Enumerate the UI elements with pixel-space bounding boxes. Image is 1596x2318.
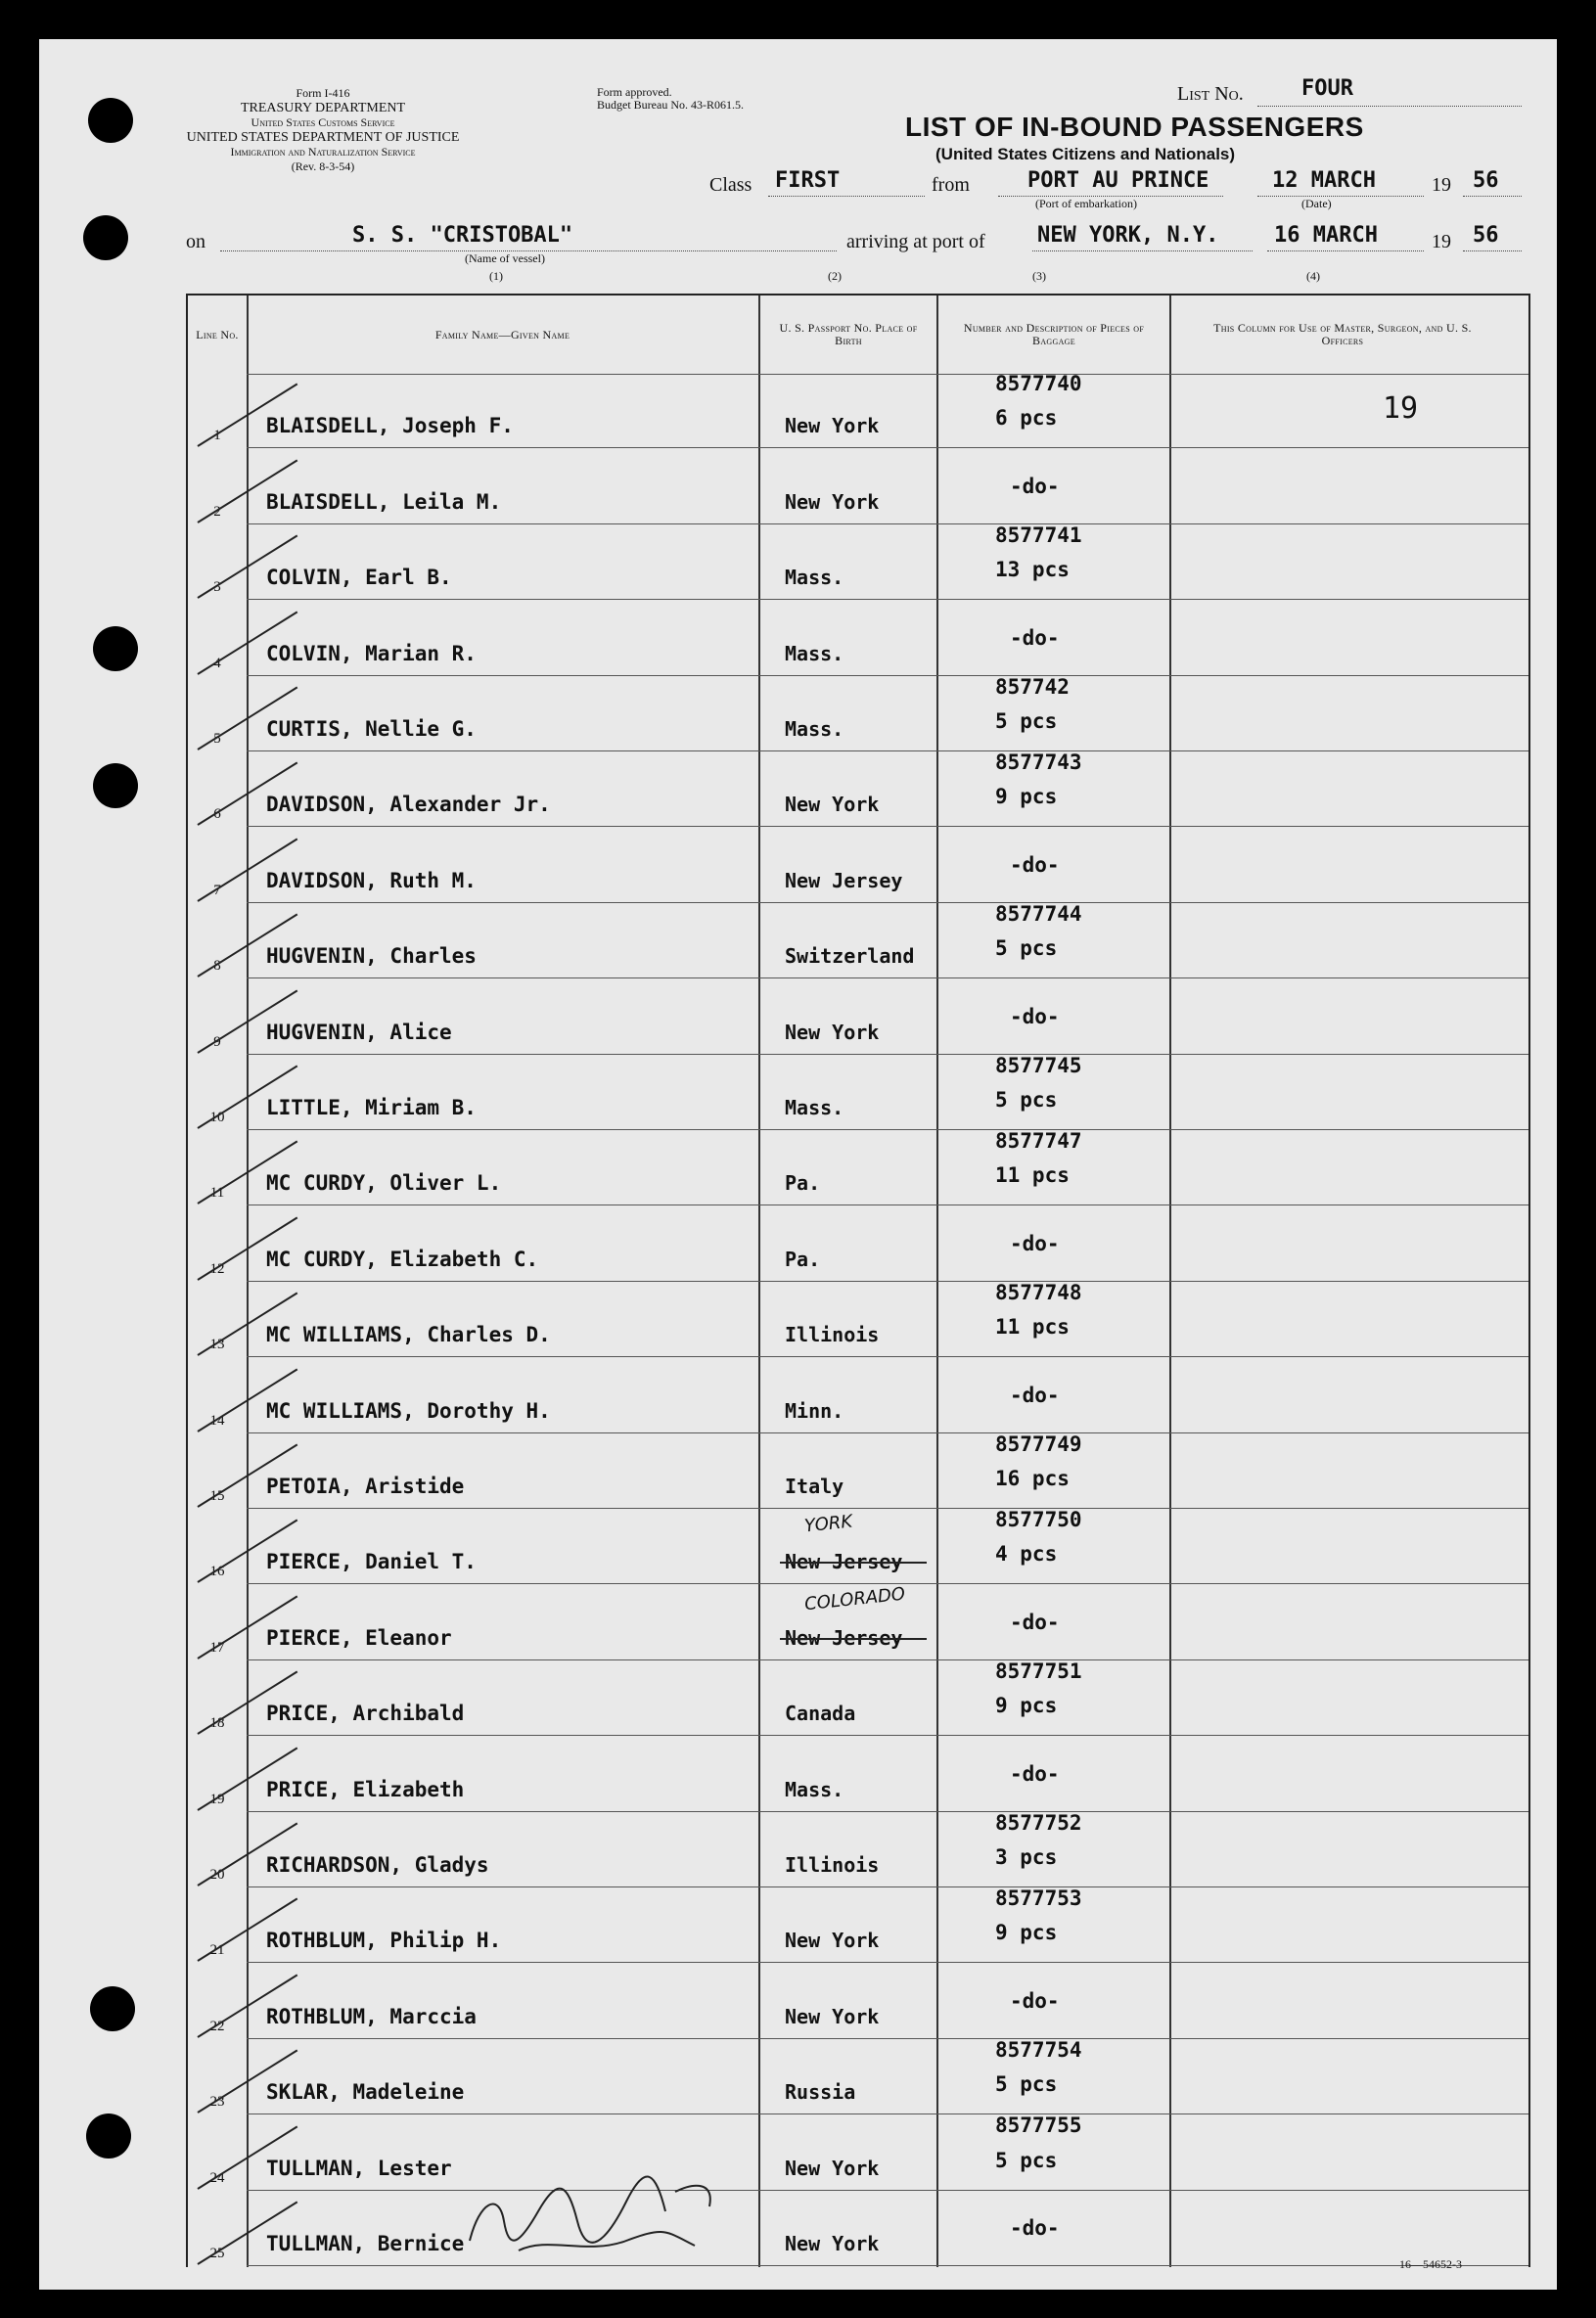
line-number: 8 [213, 958, 221, 975]
page-subtitle: (United States Citizens and Nationals) [935, 145, 1236, 163]
place-of-birth: New York [785, 414, 880, 438]
passenger-name: DAVIDSON, Ruth M. [266, 868, 477, 892]
line-number: 4 [213, 655, 221, 671]
table-row [188, 828, 1528, 903]
place-of-birth: Mass. [785, 1777, 844, 1801]
baggage-pieces: 9 pcs [995, 1921, 1058, 1945]
line-number: 11 [209, 1185, 225, 1202]
place-of-birth: New Jersey [785, 1625, 903, 1650]
date-embarkation: 12 MARCH [1272, 168, 1376, 193]
place-of-birth: Mass. [785, 1095, 844, 1119]
passenger-name: BLAISDELL, Joseph F. [266, 414, 514, 438]
line-number: 5 [213, 730, 221, 747]
row-rule [247, 523, 1528, 524]
baggage-pieces: 4 pcs [995, 1542, 1058, 1567]
col-num-1: (1) [489, 269, 503, 283]
passenger-name: ROTHBLUM, Philip H. [266, 1929, 502, 1953]
line-number: 25 [209, 2245, 225, 2261]
passenger-name: RICHARDSON, Gladys [266, 1852, 489, 1877]
place-of-birth: New Jersey [785, 1550, 903, 1574]
row-rule [247, 1508, 1528, 1509]
row-rule [247, 1659, 1528, 1660]
budget-block [597, 86, 744, 112]
baggage-number: 8577751 [995, 1659, 1082, 1683]
baggage-pieces: 5 pcs [995, 2072, 1058, 2097]
row-rule [247, 2265, 1528, 2266]
date-arrival-underline [1267, 250, 1424, 251]
row-rule [247, 826, 1528, 827]
table-row [188, 374, 1528, 449]
row-rule [247, 2113, 1528, 2114]
place-of-birth: Mass. [785, 566, 844, 590]
baggage-pieces: -do- [1010, 474, 1060, 498]
passenger-name: TULLMAN, Bernice [266, 2231, 465, 2255]
line-number: 18 [209, 1715, 225, 1732]
table-row [188, 1358, 1528, 1433]
form-approved: Form approved. [597, 85, 672, 99]
baggage-number: 8577744 [995, 901, 1082, 926]
place-of-birth: Switzerland [785, 944, 915, 969]
row-rule [247, 1962, 1528, 1963]
row-rule [247, 447, 1528, 448]
line-number: 3 [213, 579, 221, 596]
table-row [188, 1053, 1528, 1131]
punch-hole [93, 763, 138, 808]
place-of-birth: New York [785, 2156, 880, 2180]
place-of-birth: New York [785, 489, 880, 514]
line-number: 19 [209, 1791, 225, 1807]
year-prefix-2: 19 [1432, 231, 1451, 252]
punch-hole [88, 98, 133, 143]
passenger-name: COLVIN, Marian R. [266, 641, 477, 665]
passenger-name: SKLAR, Madeleine [266, 2080, 465, 2105]
row-rule [247, 977, 1528, 978]
ins-service: Immigration and Naturalization Service [230, 145, 416, 159]
table-row [188, 979, 1528, 1055]
place-of-birth: Pa. [785, 1171, 821, 1196]
punch-hole [90, 1986, 135, 2031]
passenger-name: PIERCE, Eleanor [266, 1625, 452, 1650]
line-number: 20 [209, 1866, 225, 1883]
place-of-birth: New Jersey [785, 868, 903, 892]
baggage-number: 8577741 [995, 523, 1082, 547]
baggage-pieces: 13 pcs [995, 558, 1070, 582]
place-of-birth: Canada [785, 1702, 856, 1726]
baggage-pieces: 9 pcs [995, 1694, 1058, 1718]
line-number: 13 [209, 1337, 225, 1353]
handwritten-signature [460, 2153, 773, 2260]
row-rule [247, 1583, 1528, 1584]
header-name: Family Name—Given Name [434, 327, 570, 341]
col-num-2: (2) [828, 269, 842, 283]
baggage-pieces: -do- [1010, 1610, 1060, 1634]
table-row [188, 1585, 1528, 1660]
table-row [188, 752, 1528, 828]
col-num-3: (3) [1032, 269, 1046, 283]
form-header-left [176, 86, 470, 174]
passenger-name: DAVIDSON, Alexander Jr. [266, 793, 551, 817]
place-of-birth: Minn. [785, 1398, 844, 1423]
row-rule [247, 1735, 1528, 1736]
table-row [188, 901, 1528, 979]
row-rule [247, 1356, 1528, 1357]
baggage-pieces: -do- [1010, 2215, 1060, 2240]
year-embark: 56 [1473, 168, 1499, 193]
revision-date: (Rev. 8-3-54) [291, 159, 355, 173]
table-row [188, 601, 1528, 676]
table-row [188, 1964, 1528, 2039]
row-rule [247, 1054, 1528, 1055]
line-number: 2 [213, 503, 221, 520]
place-of-birth: Illinois [785, 1323, 880, 1347]
line-number: 16 [209, 1564, 225, 1580]
punch-hole [83, 215, 128, 260]
treasury-dept: TREASURY DEPARTMENT [240, 101, 406, 115]
baggage-number: 8577754 [995, 2037, 1082, 2062]
row-rule [247, 1811, 1528, 1812]
manifest-page [39, 39, 1557, 2290]
passenger-name: COLVIN, Earl B. [266, 566, 452, 590]
place-of-birth: Mass. [785, 641, 844, 665]
baggage-pieces: -do- [1010, 852, 1060, 877]
baggage-pieces: 11 pcs [995, 1163, 1070, 1188]
passenger-name: HUGVENIN, Alice [266, 1020, 452, 1044]
table-row [188, 1810, 1528, 1888]
baggage-pieces: 9 pcs [995, 785, 1058, 809]
row-rule [247, 750, 1528, 751]
form-number: Form I-416 [296, 86, 350, 100]
passenger-name: ROTHBLUM, Marccia [266, 2004, 477, 2028]
baggage-number: 8577752 [995, 1810, 1082, 1835]
passenger-name: PIERCE, Daniel T. [266, 1550, 477, 1574]
passenger-name: PRICE, Elizabeth [266, 1777, 465, 1801]
table-row [188, 1434, 1528, 1510]
list-no-value: FOUR [1301, 76, 1353, 101]
header-baggage: Number and Description of Pieces of Baggage [963, 321, 1145, 347]
list-no-label: List No. [1177, 83, 1244, 105]
class-value: FIRST [775, 168, 841, 193]
row-rule [247, 1204, 1528, 1205]
line-number: 23 [209, 2094, 225, 2111]
table-row [188, 1510, 1528, 1585]
row-rule [247, 1886, 1528, 1887]
handwritten-correction: YORK [803, 1511, 854, 1537]
baggage-pieces: -do- [1010, 1004, 1060, 1028]
table-row [188, 1737, 1528, 1812]
place-of-birth: New York [785, 1020, 880, 1044]
place-of-birth: Illinois [785, 1852, 880, 1877]
passenger-name: MC WILLIAMS, Charles D. [266, 1323, 551, 1347]
line-number: 1 [213, 428, 221, 444]
port-arrival: NEW YORK, N.Y. [1037, 223, 1219, 248]
port-arrival-underline [1032, 250, 1253, 251]
baggage-number: 8577750 [995, 1508, 1082, 1531]
line-number: 7 [213, 882, 221, 898]
passenger-name: MC CURDY, Elizabeth C. [266, 1247, 539, 1271]
row-rule [247, 1129, 1528, 1130]
line-number: 24 [209, 2169, 225, 2186]
baggage-number: 8577745 [995, 1053, 1082, 1077]
date-embark-underline [1257, 196, 1424, 197]
passenger-name: MC CURDY, Oliver L. [266, 1171, 502, 1196]
punch-hole [93, 626, 138, 671]
passenger-name: MC WILLIAMS, Dorothy H. [266, 1398, 551, 1423]
baggage-number: 8577740 [995, 372, 1082, 395]
passenger-name: CURTIS, Nellie G. [266, 716, 477, 741]
list-no-underline [1257, 106, 1522, 107]
passenger-name: TULLMAN, Lester [266, 2156, 452, 2180]
line-number: 15 [209, 1487, 225, 1504]
place-of-birth: Russia [785, 2080, 856, 2105]
line-number: 12 [209, 1260, 225, 1277]
table-row [188, 525, 1528, 601]
line-number: 17 [209, 1639, 225, 1656]
table-row [188, 1206, 1528, 1282]
row-rule [247, 1281, 1528, 1282]
place-of-birth: New York [785, 2004, 880, 2028]
line-number: 9 [213, 1033, 221, 1050]
baggage-pieces: 3 pcs [995, 1844, 1058, 1869]
year1-underline [1463, 196, 1522, 197]
baggage-pieces: -do- [1010, 1988, 1060, 2013]
row-rule [247, 675, 1528, 676]
date-arrival: 16 MARCH [1274, 223, 1378, 248]
baggage-pieces: 6 pcs [995, 406, 1058, 431]
handwritten-correction: COLORADO [803, 1584, 907, 1615]
baggage-number: 8577753 [995, 1886, 1082, 1910]
passenger-name: LITTLE, Miriam B. [266, 1095, 477, 1119]
baggage-number: 8577743 [995, 750, 1082, 774]
table-row [188, 2192, 1528, 2267]
table-row [188, 1131, 1528, 1206]
port-embarkation: PORT AU PRINCE [1027, 168, 1209, 193]
row-rule [247, 902, 1528, 903]
date-embark-caption: (Date) [1301, 197, 1332, 210]
table-row [188, 1888, 1528, 1964]
year-prefix-1: 19 [1432, 174, 1451, 196]
budget-bureau: Budget Bureau No. 43-R061.5. [597, 98, 744, 112]
baggage-pieces: 16 pcs [995, 1466, 1070, 1490]
baggage-number: 857742 [995, 674, 1070, 699]
strikethrough [780, 1562, 927, 1564]
year2-underline [1463, 250, 1522, 251]
table-row [188, 1280, 1528, 1358]
line-number: 10 [209, 1109, 225, 1125]
baggage-pieces: -do- [1010, 625, 1060, 650]
vessel-name: S. S. "CRISTOBAL" [352, 223, 573, 248]
baggage-pieces: 5 pcs [995, 2148, 1058, 2172]
passenger-name: HUGVENIN, Charles [266, 944, 477, 969]
place-of-birth: New York [785, 2231, 880, 2255]
line-number: 6 [213, 806, 221, 823]
port-embark-caption: (Port of embarkation) [1035, 197, 1137, 210]
passenger-name: PRICE, Archibald [266, 1702, 465, 1726]
customs-service: United States Customs Service [251, 115, 395, 129]
from-label: from [932, 174, 970, 196]
baggage-pieces: 5 pcs [995, 936, 1058, 961]
punch-hole [86, 2113, 131, 2159]
baggage-pieces: 5 pcs [995, 708, 1058, 733]
header-line-no: Line No. [196, 327, 239, 341]
baggage-pieces: -do- [1010, 1761, 1060, 1786]
line-number: 22 [209, 2018, 225, 2034]
official-count: 19 [1383, 391, 1419, 426]
justice-dept: UNITED STATES DEPARTMENT OF JUSTICE [186, 130, 460, 145]
strikethrough [780, 1638, 927, 1640]
class-underline [768, 196, 925, 197]
place-of-birth: New York [785, 1929, 880, 1953]
year-arrival: 56 [1473, 223, 1499, 248]
passenger-table [186, 294, 1530, 2267]
page-title: LIST OF IN-BOUND PASSENGERS [905, 112, 1364, 142]
line-number: 14 [209, 1412, 225, 1429]
class-label: Class [709, 174, 752, 196]
baggage-number: 8577755 [995, 2113, 1082, 2138]
arriving-label: arriving at port of [846, 231, 985, 252]
footer-code: 16—54652-3 [1399, 2257, 1462, 2271]
baggage-pieces: 11 pcs [995, 1315, 1070, 1340]
baggage-number: 8577748 [995, 1280, 1082, 1304]
row-rule [247, 599, 1528, 600]
header-passport: U. S. Passport No. Place of Birth [779, 321, 918, 347]
place-of-birth: Mass. [785, 716, 844, 741]
table-row [188, 2115, 1528, 2191]
table-row [188, 449, 1528, 524]
passenger-name: BLAISDELL, Leila M. [266, 489, 502, 514]
passenger-name: PETOIA, Aristide [266, 1474, 465, 1498]
row-rule [247, 2190, 1528, 2191]
row-rule [247, 1432, 1528, 1433]
baggage-number: 8577747 [995, 1129, 1082, 1153]
row-rule [247, 2038, 1528, 2039]
table-row [188, 2037, 1528, 2115]
col-num-4: (4) [1306, 269, 1320, 283]
baggage-pieces: -do- [1010, 1383, 1060, 1407]
baggage-pieces: -do- [1010, 1231, 1060, 1255]
line-number: 21 [209, 1942, 225, 1959]
baggage-number: 8577749 [995, 1432, 1082, 1456]
header-officers: This Column for Use of Master, Surgeon, and U. S. Officers [1213, 321, 1472, 347]
vessel-caption: (Name of vessel) [465, 251, 545, 265]
baggage-pieces: 5 pcs [995, 1087, 1058, 1112]
table-row [188, 674, 1528, 752]
table-row [188, 1661, 1528, 1737]
place-of-birth: New York [785, 793, 880, 817]
on-label: on [186, 231, 205, 252]
place-of-birth: Italy [785, 1474, 844, 1498]
place-of-birth: Pa. [785, 1247, 821, 1271]
